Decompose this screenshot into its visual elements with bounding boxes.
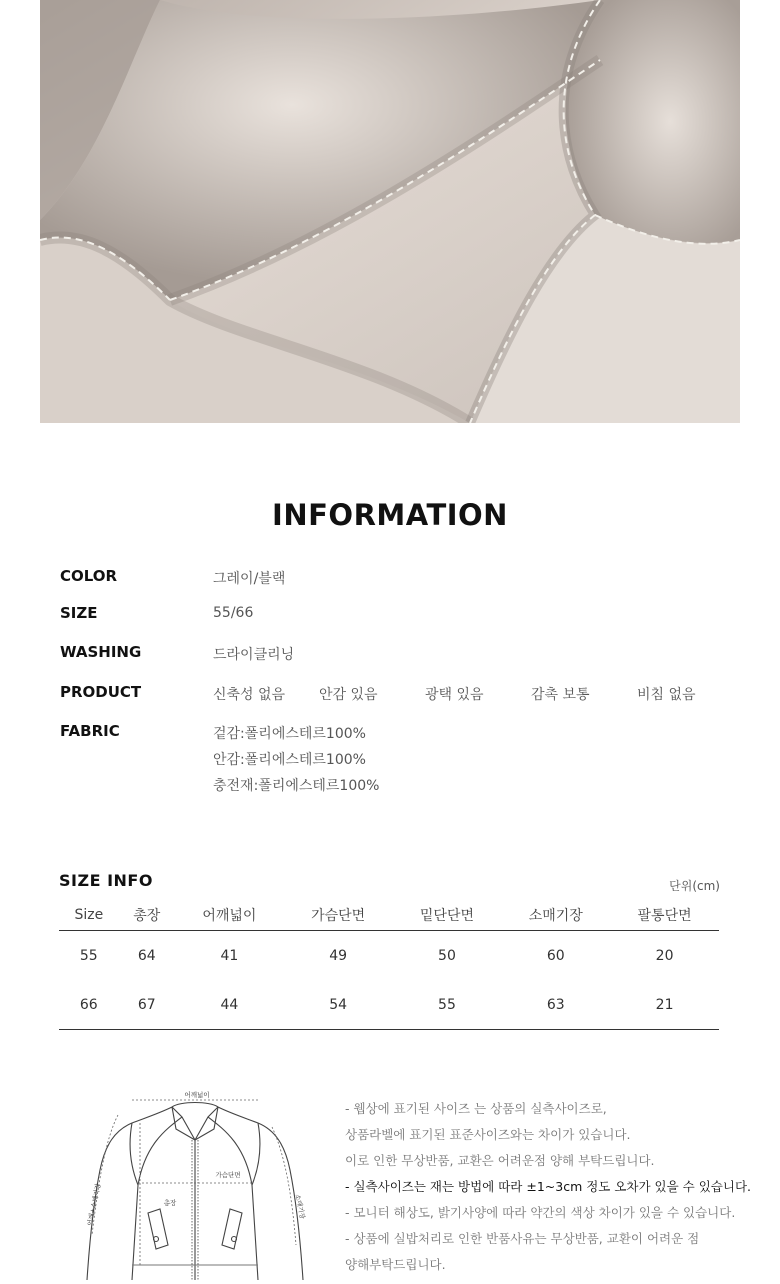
- info-label-fabric: FABRIC: [60, 722, 120, 740]
- note-line: - 모니터 해상도, 밝기사양에 따라 약간의 색상 차이가 있을 수 있습니다.: [345, 1205, 736, 1220]
- table-cell: 50: [438, 947, 456, 964]
- info-row-color: [60, 567, 720, 591]
- product-texture: 감촉 보통: [531, 687, 590, 703]
- table-cell: 66: [59, 980, 119, 1030]
- size-table: [59, 900, 719, 1030]
- product-sheerness: 비침 없음: [637, 687, 696, 703]
- table-row: [59, 980, 719, 1030]
- table-cell: 20: [655, 947, 674, 964]
- information-title: INFORMATION: [272, 498, 508, 532]
- table-cell: 60: [546, 947, 565, 964]
- fabric-filling: 충전재:폴리에스테르100%: [213, 778, 380, 794]
- info-row-washing: [60, 643, 720, 667]
- size-col-header: 가슴단면: [284, 900, 393, 931]
- size-notes: [345, 1096, 755, 1278]
- diagram-label-shoulder: 어깨넓이: [184, 1091, 210, 1099]
- table-row: [59, 931, 719, 981]
- size-col-header: 어깨넓이: [175, 900, 284, 931]
- info-row-size: [60, 604, 720, 628]
- note-line: - 상품에 실밥처리로 인한 반품사유는 무상반품, 교환이 어려운 점: [345, 1231, 700, 1246]
- fabric-lining: 안감:폴리에스테르100%: [213, 752, 366, 768]
- table-cell: 21: [610, 980, 719, 1030]
- note-line-emphasis: - 실측사이즈는 재는 방법에 따라 ±1~3cm 정도 오차가 있을 수 있습니다.: [345, 1179, 751, 1194]
- size-table-header: [59, 900, 719, 931]
- jacket-outline-icon: [60, 1085, 320, 1280]
- note-line: - 웹상에 표기된 사이즈 는 상품의 실측사이즈로,: [345, 1101, 607, 1116]
- jacket-measurement-diagram: [60, 1085, 320, 1280]
- product-gloss: 광택 있음: [425, 687, 484, 703]
- info-label-product: PRODUCT: [60, 683, 142, 701]
- info-value-washing: 드라이클리닝: [213, 647, 295, 663]
- info-value-color: 그레이/블랙: [213, 571, 286, 587]
- diagram-label-sleeve-left: 어깨+소매기장: [85, 1182, 103, 1227]
- size-info-title: SIZE INFO: [59, 871, 153, 890]
- table-cell: 67: [119, 980, 175, 1030]
- diagram-label-chest: 가슴단면: [215, 1171, 241, 1179]
- size-unit: 단위(cm): [669, 879, 720, 893]
- size-col-header: 팔통단면: [610, 900, 719, 931]
- table-cell: 64: [137, 947, 156, 964]
- table-cell: 54: [284, 980, 393, 1030]
- diagram-label-length: 총장: [163, 1199, 177, 1207]
- table-cell: 63: [501, 980, 610, 1030]
- fabric-outer: 겉감:폴리에스테르100%: [213, 726, 366, 742]
- product-lining: 안감 있음: [319, 687, 378, 703]
- info-row-fabric: [60, 722, 720, 746]
- size-col-header: 밑단단면: [393, 900, 502, 931]
- size-col-header: 소매기장: [501, 900, 610, 931]
- note-line: 이로 인한 무상반품, 교환은 어려운점 양해 부탁드립니다.: [345, 1153, 655, 1168]
- info-row-product: [60, 683, 720, 707]
- diagram-label-sleeve-right: 소매기장: [293, 1193, 307, 1220]
- table-cell: 55: [79, 947, 98, 964]
- note-line: 양해부탁드립니다.: [345, 1257, 446, 1272]
- note-line: 상품라벨에 표기된 표준사이즈와는 차이가 있습니다.: [345, 1127, 631, 1142]
- size-col-header: 총장: [119, 900, 175, 931]
- size-col-header: Size: [59, 900, 119, 931]
- info-value-size: 55/66: [213, 605, 254, 621]
- info-label-washing: WASHING: [60, 643, 142, 661]
- product-photo-quilted-fabric: [40, 0, 740, 423]
- info-label-size: SIZE: [60, 604, 98, 622]
- table-cell: 44: [175, 980, 284, 1030]
- table-cell: 41: [220, 947, 239, 964]
- table-cell: 55: [393, 980, 502, 1030]
- info-label-color: COLOR: [60, 567, 118, 585]
- product-stretch: 신축성 없음: [213, 687, 286, 703]
- table-cell: 49: [329, 947, 348, 964]
